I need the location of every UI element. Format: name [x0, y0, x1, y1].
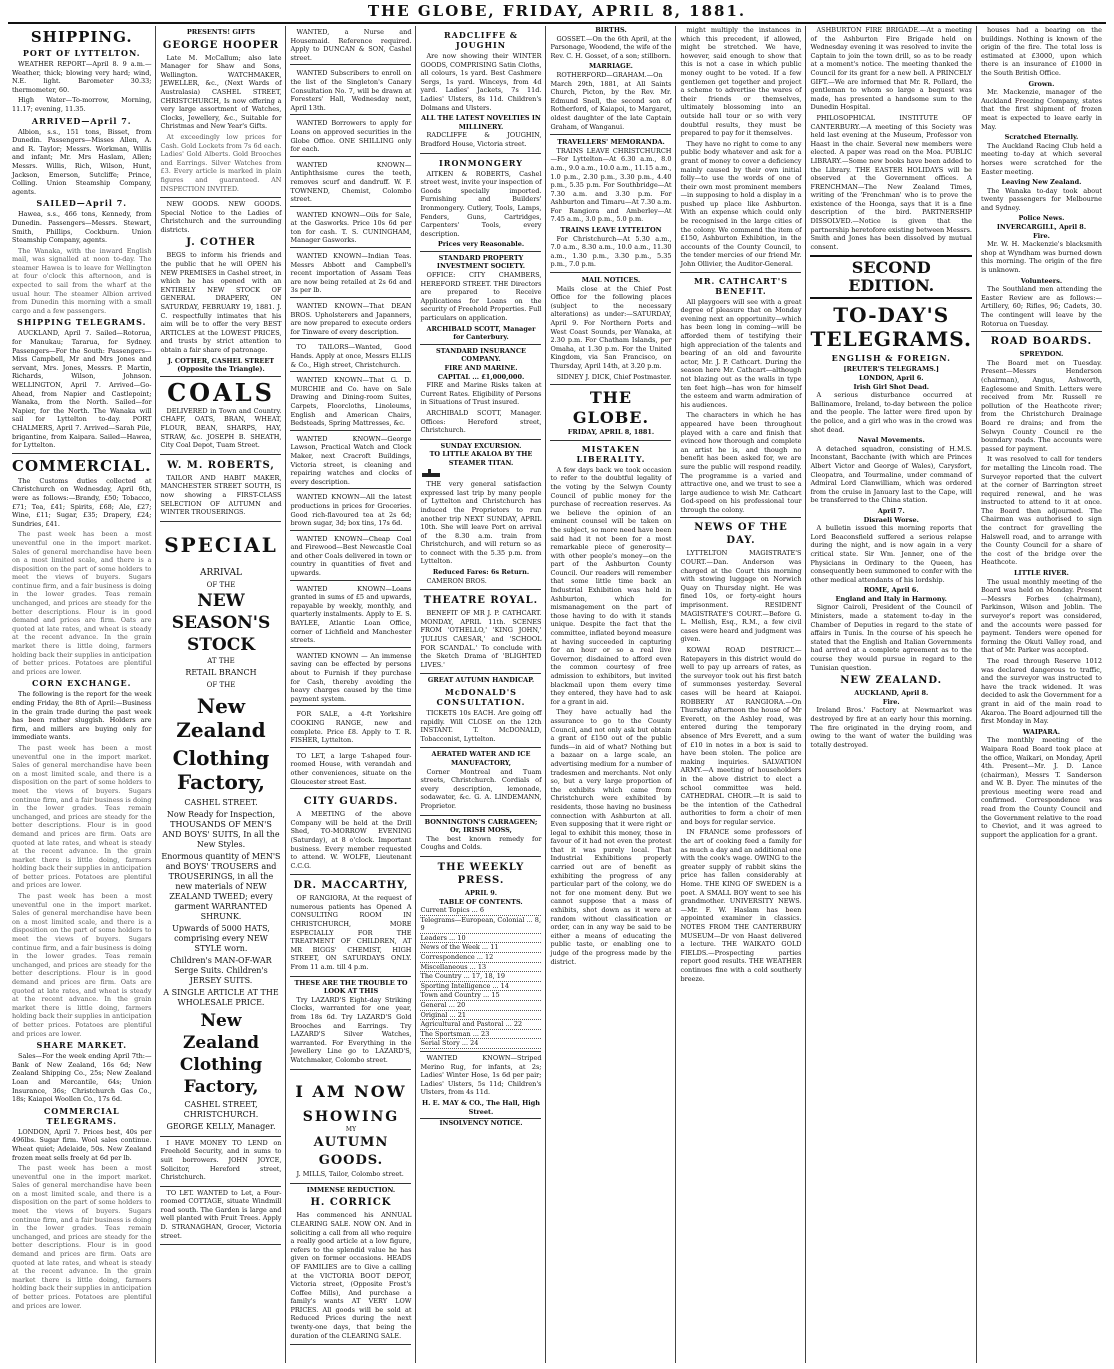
- news-fill-2: IN FRANCE some professors of the art of cooking feed a family for as much a day and an additional one with the cook's wage. OWING to the greater supply of rabbit skins the price has fallen considerably at Home. THE KING OF SWEDEN is a poet. A SMALL BOY went to see his grandmother. UNIVERSITY NEWS.—Mr. F. W. Haslam has been appointed examiner in classics. NOTES FROM THE CANTERBURY MUSEUM—Dr von Haast delivered a lecture. THE WAIKATO GOLD FIELDS.—Prospecting parties report good results. THE WEATHER continues fine with a cold southerly breeze.: [680, 828, 802, 983]
- corrick-text: Has commenced his ANNUAL CLEARING SALE. NOW ON. And in soliciting a call from all who require a really good article at a low figure, refers to the splendid value he has given on former occasions. HEADS OF FAMILIES are to Give a calling at the VICTORIA BOOT DEPOT, Victoria street, (Opposite Frost's Coffee Mills), And purchase a family's wants AT VERY LOW PRICES. All goods will be sold at Reduced Prices during the next twenty-one days, that being the duration of the CLEARING SALE.: [290, 1211, 412, 1340]
- auckland-date: AUCKLAND, April 8.: [854, 689, 929, 698]
- news-top-fill: PHILOSOPHICAL INSTITUTE OF CANTERBURY.—A meeting of this Society was held last evening at the Museum, Professor von Haast in the chair. Several new members were elected. A paper was read on the Moa. PUBLIC LIBRARY.—Some new books have been added to the Library. THE EASTER HOLIDAYS will be observed at the Government offices. A FRENCHMAN—The New Zealand Times, writing of the 'Frenchman' who is to prove the existence of the Hoonga, says that it is a fine description of the bird. PARTNERSHIP DISSOLVED.—Notice is given that the partnership heretofore existing between Messrs. Smith and Jones has been dissolved by mutual consent.: [810, 113, 972, 251]
- excursion-heading: SUNDAY EXCURSION.: [440, 441, 522, 450]
- maccarthy-heading: DR. MACCARTHY,: [293, 880, 409, 892]
- commercial-telegrams-heading: COMMERCIAL TELEGRAMS.: [43, 1105, 120, 1126]
- handicap-heading: GREAT AUTUMN HANDICAP.: [427, 676, 535, 685]
- hooper-name: GEORGE HOOPER: [162, 39, 280, 51]
- sailed-text: Hawea, s.s., 466 tons, Kennedy, from Dunedin. Passengers—Messrs. Stewart, Smith, Phillips, Cockburn. Union Steamship Company, agents.: [12, 210, 152, 245]
- my-label: MY: [345, 1125, 357, 1133]
- commercial-fill: The past week has been a most uneventful one in the import market. Sales of general merchandise have been on a most limited scale, and there is a disposition on the part of some holders to meet the views of buyers. Sugars continue firm, and a fair business is doing in the lower grades. Teas remain unchanged, and prices are steady for the better descriptions. Flour is in good demand and prices are firm. Oats are quoted at late rates, and wheat is steady at the recent advance. In the grain market there is little doing, farmers holding back their supplies in anticipation of better prices. Potatoes are plentiful and prices are lower.: [12, 530, 152, 676]
- column-5: [546, 26, 676, 1363]
- cathcart-heading: MR. CATHCART'S BENEFIT.: [693, 275, 788, 296]
- hats-text: Upwards of 5000 HATS, comprising every NEW STYLE worn.: [172, 923, 270, 953]
- lazard-text: Try LAZARD'S Eight-day Striking Clocks, warranted for one year, from 18s 6d. Try LAZARD'S Gold Brooches and Earrings. Try LAZARD'S Silver Watches, warranted. For Everything in the Jewellery Line go to LAZARD'S, Watchmaker, Colombo street.: [290, 995, 412, 1064]
- tolet-text: TO LET. WANTED to Let, a Four-roomed COTTAGE, situate Windmill road south. The Garden is large and well planted with Fruit Trees. Apply D. STRANAGHAN, Grocer, Victoria street.: [160, 1188, 282, 1240]
- mills-signature: J. MILLS, Tailor, Colombo street.: [296, 1170, 404, 1179]
- wanted-advert: WANTED KNOWN—Antiphthsisme cures the teeth, removes scurf and dandruff. W. F. TOWNEND, Chemist, Colombo street.: [290, 159, 411, 207]
- commercial-heading: COMMERCIAL.: [12, 456, 152, 475]
- of-the-label: OF THE: [206, 580, 236, 589]
- column-7: [806, 26, 976, 1363]
- may-signature: H. E. MAY & CO., The Hall, High Street.: [421, 1098, 540, 1116]
- money-text: I HAVE MONEY TO LEND on Freehold Security, and in sums to suit borrowers. JOHN JOYCE, Solicitor, Hereford street, Christchurch.: [160, 1138, 282, 1182]
- italy-text: Signor Cairoli, President of the Council of Ministers, made a statement to-day in the Chamber of Deputies in regard to the state of affairs in Tunis. In the course of his speech he stated that the English and Italian Governments had arrived at a complete agreement as to the course they would pursue in regard to the Tunisian question.: [810, 603, 972, 672]
- naval-heading: Naval Movements.: [857, 436, 925, 445]
- wholesale-price-text: A SINGLE ARTICLE AT THE WHOLESALE PRICE.: [163, 987, 279, 1007]
- fire-continued: houses had a bearing on the buildings. Nothing is known of the origin of the fire. The total loss is estimated at £3000, upon which there is an insurance of £1000 in the South British Office.: [980, 26, 1102, 77]
- mail-heading: MAIL NOTICES.: [581, 276, 641, 285]
- wanted-advert: WANTED KNOWN—Loans granted in sums of £5 and upwards, repayable by weekly, monthly, and quarterly instalments. Apply to E. S. BAYLEE, Atlantic Loan Office, corner of Lichfield and Manchester streets.: [290, 583, 411, 648]
- column-3: [286, 26, 416, 1363]
- wanted-advert: WANTED KNOWN—All the latest productions in prices for Groceries. Good rich-flavoured tea at 2s 6d; brown sugar, 3d; box tins, 17s 6d.: [290, 491, 411, 530]
- city-guards-advert: [290, 791, 411, 875]
- nz-heading: NEW ZEALAND.: [840, 675, 943, 687]
- presents-heading: PRESENTS! GIFTS: [186, 28, 256, 36]
- ironmongery-heading: IRONMONGERY: [439, 157, 523, 168]
- property-text: OFFICE: CITY CHAMBERS, HEREFORD STREET. THE Directors are prepared to Receive Applications for Loans on the security of Freehold Properties. Full particulars on application.: [420, 271, 542, 323]
- roberts-text: TAILOR AND HABIT MAKER, MANCHESTER STREET SOUTH, IS now showing a FIRST-CLASS SELECTION OF AUTUMN and WINTER TROUSERINGS.: [160, 473, 282, 517]
- contents-item: Original ... 21: [420, 1011, 541, 1021]
- tolet-advert: [160, 1187, 281, 1246]
- coals-advert: [160, 377, 281, 455]
- column-2: [156, 26, 286, 1363]
- high-water: High Water—To-morrow, Morning, 11.17; evening, 11.35.: [12, 96, 152, 113]
- contents-item: Telegrams—European, Colonial ... 8, 9: [420, 915, 542, 933]
- volunteers-heading: Volunteers.: [1020, 276, 1063, 285]
- shipping-heading: SHIPPING.: [30, 28, 133, 46]
- commercial-telegrams-text: LONDON, April 7. Prices best, 40s per 496lbs. Sugar firm. Wool sales continue. Wheat quiet; Adelaide, 50s. New Zealand frozen meat sells freely at 6d per lb.: [12, 1127, 152, 1162]
- theatre-heading: THEATRE ROYAL.: [423, 595, 539, 607]
- roberts-advert: [160, 455, 281, 522]
- roberts-heading: W. M. ROBERTS,: [167, 459, 275, 471]
- mills-advert: [290, 1070, 411, 1184]
- property-society-advert: [420, 252, 541, 345]
- coals-heading: COALS: [167, 377, 275, 407]
- insurance-signature: ARCHIBALD SCOTT, Manager. Offices: Hereford street, Christchurch.: [420, 408, 542, 435]
- wanted-advert: WANTED, a Nurse and Housemaid. Reference required. Apply to DUNCAN & SON, Cashel street.: [290, 26, 411, 65]
- excursion-subheading: TO LITTLE AKALOA BY THE STEAMER TITAN.: [429, 450, 533, 467]
- share-market-heading: SHARE MARKET.: [36, 1040, 128, 1051]
- contents-item: General ... 20: [420, 1001, 541, 1011]
- cother-advert: [160, 198, 281, 377]
- commercial-fill-3: The past week has been a most uneventful one in the import market. Sales of general merchandise have been on a most limited scale, and there is a disposition on the part of some holders to meet the views of buyers. Sugars continue firm, and a fair business is doing in the lower grades. Teas remain unchanged, and prices are steady for the better descriptions. Flour is in good demand and prices are firm. Oats are quoted at late rates, and wheat is steady at the recent advance. In the grain market there is little doing, farmers holding back their supplies in anticipation of better prices. Potatoes are plentiful and prices are lower.: [12, 892, 152, 1038]
- contents-item: News of the Week ... 11: [420, 943, 541, 953]
- special-heading: SPECIAL: [164, 532, 278, 557]
- births-heading: BIRTHS.: [595, 26, 627, 34]
- marriage-heading: MARRIAGE.: [589, 62, 633, 71]
- disraeli-heading: Disraeli Worse.: [863, 515, 919, 524]
- hooper-fill: At exceedingly low prices for Cash. Gold Lockets from 7s 6d each. Ladies' Gold Alberts. Gold Brooches and Earrings. Silver Watches from £3. Every article is marked in plain figures and guaranteed. AN INSPECTION INVITED.: [160, 132, 282, 193]
- commercial-fill-2: The past week has been a most uneventful one in the import market. Sales of general merchandise have been on a most limited scale, and there is a disposition on the part of some holders to meet the views of buyers. Sugars continue firm, and a fair business is doing in the lower grades. Teas remain unchanged, and prices are steady for the better descriptions. Flour is in good demand and prices are firm. Oats are quoted at late rates, and wheat is steady at the recent advance. In the grain market there is little doing, farmers holding back their supplies in anticipation of better prices. Potatoes are plentiful and prices are lower.: [12, 743, 152, 890]
- insurance-heading: STANDARD INSURANCE COMPANY.: [435, 346, 526, 364]
- contents-item: Leaders ... 10: [420, 934, 541, 944]
- radcliffe-heading: RADCLIFFE & JOUGHIN: [443, 30, 518, 50]
- reuter-label: [REUTER'S TELEGRAMS.]: [843, 365, 939, 374]
- steamer-icon: [420, 468, 442, 481]
- insurance-text: FIRE and Marine Risks taken at Current Rates. Eligibility of Persons in Situations of Trust insured.: [420, 381, 542, 407]
- bonnington-heading: BONNINGTON'S CARRAGEEN; Or, IRISH MOSS,: [424, 817, 538, 835]
- corn-exchange-text: The following is the report for the week ending Friday, the 8th of April:—Business in the grain trade during the past week has been rather sluggish. Holders are firm, and millers are buying only for immediate wants.: [12, 690, 152, 742]
- mcdonald-heading: McDONALD'S CONSULTATION.: [436, 687, 526, 707]
- may-advert: [420, 1052, 541, 1119]
- weather-report: WEATHER REPORT—April 8. 9 a.m.—Weather, thick; blowing very hard; wind, N.E. light. Barometer 30.33; thermometer, 60.: [12, 60, 152, 94]
- insolvency-heading: INSOLVENCY NOTICE.: [439, 1119, 523, 1128]
- handicap-advert: [420, 674, 541, 748]
- scratched-heading: Scratched Eternally.: [1004, 133, 1079, 142]
- retail-branch-label: RETAIL BRANCH: [185, 667, 257, 677]
- at-the-label: AT THE: [207, 656, 235, 665]
- leader-continued: might multiply the instances in which this precedent, if allowed, might be stretched. We have, however, said enough to show that this is not a case in which public money ought to be voted. If a few gentlemen get together and project a scheme to advertise the wares of their friends or themselves, ultimately blossoming into an outside hall tour or so with very doubtful results, they must be prepared to pay for it themselves.: [680, 26, 802, 138]
- aerated-text: Corner Montreal and Tuam streets, Christchurch. Cordials of every description, lemonade, sodawater, &c. G. A. LINDEMANN, Proprietor.: [420, 767, 542, 810]
- lazard-heading: THESE ARE THE TROUBLE TO LOOK AT THIS: [294, 978, 408, 996]
- column-1: [8, 26, 156, 1363]
- corn-exchange-heading: CORN EXCHANGE.: [32, 678, 132, 689]
- excursion-advert: [420, 440, 541, 591]
- wanted-advert: WANTED Borrowers to apply for Loans on approved securities in the Globe Office. ONE SHILLING only for each.: [290, 117, 411, 156]
- news-heading: NEWS OF THE DAY.: [694, 522, 788, 547]
- contents-item: Serial Story ... 24: [420, 1039, 541, 1049]
- commercial-fill-4: The past week has been a most uneventful one in the import market. Sales of general merchandise have been on a most limited scale, and there is a disposition on the part of some holders to meet the views of buyers. Sugars continue firm, and a fair business is doing in the lower grades. Teas remain unchanged, and prices are steady for the better descriptions. Flour is in good demand and prices are firm. Oats are quoted at late rates, and wheat is steady at the recent advance. In the grain market there is little doing, farmers holding back their supplies in anticipation of better prices. Potatoes are plentiful and prices are lower.: [12, 1164, 152, 1310]
- divider: [550, 384, 671, 385]
- grown-heading: Grown.: [1028, 79, 1055, 88]
- little-river-heading: LITTLE RIVER.: [1013, 569, 1069, 578]
- contents-item: Sporting Intelligence ... 14: [420, 982, 541, 992]
- leader-continued-fill: They have no right to come to any public body whatever and ask for a grant of money to cover a deficiency mainly caused by their own initial folly—to use the words of one of their own most prominent members—in supposing to hold a display in a pushed up place like Ashburton. With an expense which could only be recognised in the large cities of the colony. We commend the item of £150, Ashburton Exhibition, in the accounts of the County Council, to the tender mercies of our friend Mr. John Ollivier, the Auditor-General.: [680, 139, 802, 269]
- bonnington-text: The best known remedy for Coughs and Colds.: [420, 834, 542, 852]
- bonnington-advert: [420, 816, 541, 857]
- disraeli-text: A bulletin issued this morning reports that Lord Beaconsfield suffered a serious relapse during the night, and is now again in a very critical state. Sir Wm. Jenner, one of the Physicians in Ordinary to the Queen, has consequently been summoned to confer with the other medical attendants of his lordship.: [810, 524, 972, 584]
- contents-item: Town and Country ... 15: [420, 991, 541, 1001]
- weekly-press-advert: [420, 857, 541, 1052]
- cathcart-fill: The characters in which he has appeared have been throughout played with a care and finish that evinced how thorough and complete an artist he is, and though no benefit has been asked for, we are sure the public will respond readily. The programme is a varied and attractive one, and we trust to see a large audience to wish Mr. Cathcart God-speed on his professional tour through the colony.: [680, 411, 802, 514]
- telegrams-heading: TELEGRAMS.: [810, 327, 972, 352]
- contents-heading: TABLE OF CONTENTS.: [439, 897, 523, 906]
- london-date: LONDON, April 6.: [858, 374, 924, 383]
- wanted-advert: WANTED KNOWN—Cheap Coal and Firewood—Best Newcastle Coal and other Coals delivered in town or country in quantities of fivet and upwards.: [290, 533, 411, 581]
- divider: [981, 331, 1102, 332]
- hooper-text: Late M. McCallum; also late Manager for Shaw and Sons, Wellington. WATCHMAKER, JEWELLER, &c., (Next Wards of Australasia) CASHEL STREET, CHRISTCHURCH, Is now offering a very large assortment of Watches, Clocks, Jewellery, &c., Suitable for Christmas and New Year's Gifts.: [160, 53, 282, 131]
- trousers-text: Enormous quantity of MEN'S and BOYS' TROUSERS and TROUSERINGS, in all the new materials of NEW ZEALAND TWEED; every garment WARRANTED SHRUNK.: [161, 851, 281, 921]
- millinery-text: ALL THE LATEST NOVELTIES IN MILLINERY.: [421, 114, 541, 131]
- corrick-advert: [290, 1184, 411, 1346]
- factory-name: New Zealand Clothing Factory,: [179, 1010, 263, 1097]
- italy-heading: England and Italy in Harmony.: [835, 594, 947, 603]
- travellers-heading: TRAVELLERS' MEMORANDA.: [557, 138, 665, 147]
- ironmongery-signature: Prices very Reasonable.: [437, 240, 525, 249]
- divider: [680, 272, 801, 273]
- wanted-advert: WANTED KNOWN—George Lawson, Practical Watch and Clock Maker, next Cracroft Buildings, Victoria street, is cleaning and repairing watches and clocks of every description.: [290, 433, 411, 490]
- sailed-heading: SAILED—April 7.: [36, 198, 128, 209]
- factory-address: CASHEL STREET, CHRISTCHURCH.: [183, 1099, 259, 1119]
- excursion-signature: CAMERON BROS.: [426, 576, 487, 585]
- stock-label: STOCK: [186, 634, 255, 655]
- little-river-text: The usual monthly meeting of the Board was held on Monday. Present—Messrs Forbes (chairman), Parkinson, Wilson and Joblin. The surveyor's report was considered, and the accounts were passed for payment. Tenders were opened for forming the Okuti Valley road, and that of Mr. Parker was accepted.: [980, 577, 1102, 655]
- wanted-advert: WANTED KNOWN—That DEAN BROS. Upholsterers and Japanners, are now prepared to execute orders for Tinware of every description.: [290, 300, 411, 339]
- wanted-advert: WANTED KNOWN — An immense saving can be effected by persons about to Furnish if they purchase for Cash, thereby avoiding the heavy charges caused by the time payment system.: [290, 650, 411, 707]
- weekly-press-heading: THE WEEKLY PRESS.: [437, 861, 525, 886]
- radcliffe-text: Are now showing their WINTER GOODS, COMPRISING Satin Cloths, all colours, 1s yard. Best Cashmere Sergs, 1s yard. Winceys, from 4d yard. Ladies' Jackets, 7s 11d. Ladies' Ulsters, 8s 11d. Children's Dolmans and Ulsters.: [420, 52, 542, 112]
- divider: [680, 517, 801, 518]
- trains-text: For Christchurch—At 5.30 a.m., 7.0 a.m., 8.30 a.m., 10.0 a.m., 11.30 a.m., 1.30 p.m., 3.30 p.m., 5.35 p.m., 7.0 p.m.: [550, 234, 672, 269]
- radcliffe-signature: RADCLIFFE & JOUGHIN, Bradford House, Victoria street.: [420, 131, 542, 148]
- divider: [550, 440, 671, 441]
- contents-item: Miscellaneous ... 13: [420, 963, 541, 973]
- clothing-factory-advert: [160, 522, 281, 1137]
- news-fill: KOWAI ROAD DISTRICT.—Ratepayers in this district would do well to pay up arrears of rates, as the surveyor took out his first batch of summonses yesterday. Several cases will be heard at Kaiapoi. ROBBERY AT RANGIORA.—On Thursday afternoon the house of Mr Everett, on the Ashley road, was entered during the temporary absence of Mrs Everett, and a sum of £10 in notes in a box is said to have been stolen. The police are making inquiries. SALVATION ARMY.—A meeting of householders in the above district to elect a school committee was held. CATHEDRAL CHOIR.—It is said to be the intention of the Cathedral authorities to form a choir of men and boys for regular service.: [680, 646, 802, 826]
- new-goods-notice: NEW GOODS. NEW GOODS. Special Notice to the Ladies of Christchurch and the surrounding districts.: [160, 200, 282, 234]
- shipping-telegrams-heading: SHIPPING TELEGRAMS.: [17, 317, 147, 328]
- children-suits-text: Children's MAN-OF-WAR Serge Suits. Children's JERSEY SUITS.: [170, 955, 272, 985]
- radcliffe-advert: [420, 26, 541, 154]
- second-edition-heading: SECOND EDITION.: [810, 255, 971, 299]
- fire2-heading: Fire.: [1033, 231, 1050, 240]
- masthead: THE GLOBE, FRIDAY, APRIL 8, 1881.: [8, 0, 1106, 24]
- commercial-text: The Customs duties collected at Christchurch on Wednesday, April 6th, were as follows:—Brandy, £50; Tobacco, £71; Tea, £41; Spirits, £68; Ale, £27; Wine, £11; Sugar, £35; Drapery, £24; Sundries, £41.: [12, 476, 152, 528]
- fire-text: Ireland Bros.' Factory at Newmarket was destroyed by fire at an early hour this morning. The fire originated in the drying room, and owing to the want of water the building was totally destroyed.: [810, 706, 972, 749]
- columns: [8, 26, 1106, 1363]
- insurance-subheading: FIRE AND MARINE.: [444, 364, 518, 372]
- irish-heading: Irish Girl Shot Dead.: [853, 382, 930, 391]
- theatre-advert: [420, 590, 541, 674]
- of-the-label-2: OF THE: [206, 680, 236, 689]
- corrick-subheading: IMMENSE REDUCTION.: [306, 1185, 396, 1194]
- clothing-factory-label: Clothing Factory,: [172, 745, 270, 794]
- lazard-advert: [290, 977, 411, 1070]
- insurance-capital: CAPITAL ... £1,000,000.: [437, 372, 525, 381]
- wanted-advert: WANTED KNOWN—Indian Teas. Messrs Abbott and Campbell's recent importation of Assam Teas are now being retailed at 2s 6d and 3s per lb.: [290, 250, 411, 298]
- arrival-label: ARRIVAL: [199, 567, 242, 578]
- cashel-street-label: CASHEL STREET.: [184, 797, 258, 807]
- money-advert: [160, 1137, 281, 1187]
- trains-heading: TRAINS LEAVE LYTTELTON: [560, 226, 662, 235]
- english-foreign-heading: ENGLISH & FOREIGN.: [831, 353, 951, 364]
- wanted-advert: FOR SALE, a 4-ft Yorkshire COOKING RANGE, new and complete. Price £8. Apply to T. R. FISHER, Lyttelton.: [290, 708, 411, 747]
- i-am-now-label: I AM NOW: [295, 1081, 407, 1101]
- excursion-text: THE very general satisfaction expressed last trip by many people of Lyttelton and Christchurch has induced the Proprietors to run another trip NEXT SUNDAY, APRIL 10th. She will leave Port on arrival of the 8.30 a.m. train from Christchurch, and will return so as to connect with the 5.35 p.m. from Lyttelton.: [420, 480, 542, 566]
- aerated-advert: [420, 748, 541, 815]
- naval-text: A detached squadron, consisting of H.M.S. Inconstant, Bacchante (with which are Princes Albert Victor and George of Wales), Carysfort, Cleopatra, and Tourmaline, under command of Admiral Lord Clanwilliam, which was ordered from the cruise in January last to the Cape, will be transferred to the China station.: [810, 444, 972, 505]
- contents-list: [420, 906, 541, 1049]
- mail-text: Mails close at the Chief Post Office for the following places (subject to the necessary alterations) as under:—SATURDAY, April 9. For Northern Ports and West Coast Sounds, per Wanaka, at 2.30 p.m. For Chatham Islands, per Omaha, at 1.30 p.m. For the United Kingdom, via San Francisco, on Thursday, April 14th, at 3.20 p.m.: [550, 284, 672, 370]
- factory-manager: GEORGE KELLY, Manager.: [166, 1121, 276, 1131]
- corrick-name: H. CORRICK: [310, 1197, 392, 1209]
- city-guards-heading: CITY GUARDS.: [303, 796, 399, 808]
- cother-signature: J. COTHER, CASHEL STREET (Opposite the Triangle).: [167, 356, 275, 374]
- column-6: [676, 26, 806, 1363]
- spreydon-heading: SPREYDON.: [1019, 350, 1064, 359]
- port-heading: PORT OF LYTTELTON.: [22, 48, 141, 58]
- leader-text: A few days back we took occasion to refer to the doubtful legality of the voting by the Selwyn County Council of public money for the purchase of recreation reserves. As we believe the opinion of an eminent counsel will be taken on the subject, so more need have been said had it not been for a most remarkable piece of generosity—with other people's money—on the part of the Ashburton County Council. Our readers will remember that some little time back an Industrial Exhibition was held in Ashburton, which for mismanagement on the part of those having to do with it stands unique. Despite the fact that the committee, inflated beyond measure at having succeeded in capturing for an hour or so a real live Governor, disdained to afford even the common courtesy of free admission to exhibitors, but invited blackmail upon them every time they entered, they have had to ask for a grant in aid.: [550, 465, 672, 706]
- contents-item: The Sportsman ... 23: [420, 1030, 541, 1040]
- showing-label: SHOWING: [302, 1108, 400, 1125]
- fire-heading: Fire.: [882, 697, 900, 706]
- leaving-text: The Wanaka to-day took about twenty passengers for Melbourne and Sydney.: [980, 186, 1102, 212]
- travellers-text: TRAINS LEAVE CHRISTCHURCH—For Lyttelton—At 6.30 a.m., 8.0 a.m., 9.0 a.m., 10.0 a.m., 11.15 a.m., 1.0 p.m., 2.30 p.m., 3.30 p.m., 4.40 p.m., 5.35 p.m. For Southbridge—At 7.30 a.m. and 3.30 p.m. For Ashburton and Timaru—At 7.30 a.m. For Rangiora and Amberley—At 7.45 a.m., 3.0 p.m., 5.0 p.m.: [550, 146, 672, 224]
- waipara-text: The monthly meeting of the Waipara Road Board took place at the office, Waikari, on Monday, April 4th. Present—Mr. J. D. Lance (chairman), Messrs T. Sanderson and W. B. Dyer. The minutes of the previous meeting were read and confirmed. Correspondence was read from the County Council and the Government relative to the road to Cheviot, and it was agreed to support the application for a grant.: [980, 736, 1102, 839]
- property-signature: ARCHIBALD SCOTT, Manager for Canterbury.: [426, 324, 536, 342]
- arrived-heading: ARRIVED—April 7.: [31, 115, 132, 126]
- road-boards-heading: ROAD BOARDS.: [990, 336, 1093, 348]
- cathcart-text: All playgoers will see with a great degree of pleasure that on Monday evening next an opportunity—which has been long in coming—will be afforded them of testifying their high appreciation of the talents and bearing of an old and favourite actor, Mr. J. P. Cathcart. During the season here Mr. Cathcart—although not blazing out as the walls in type ten feet high—has won for himself the esteem and warm admiration of his audiences.: [680, 297, 802, 409]
- wanted-advert: WANTED KNOWN—Oils for Sale, at the Gasworks. Price 10s 6d per ton for cash. T. S. CUNINGHAM, Manager Gasworks.: [290, 209, 411, 248]
- april7-date: April 7.: [877, 506, 905, 515]
- contents-item: Correspondence ... 12: [420, 953, 541, 963]
- city-guards-text: A MEETING of the above Company will be held at the Drill Shed, TO-MORROW EVENING (Saturday), at 8 o'clock. Important business. Every member requested to attend. W. WOLFE, Lieutenant C.C.G.: [290, 810, 412, 870]
- contents-item: The Country ... 17, 18, 19: [420, 972, 541, 982]
- rome-date: ROME, April 6.: [863, 586, 919, 595]
- new-zealand-label: New Zealand: [176, 693, 266, 742]
- wanted-advert: WANTED Subscribers to enroll on the list of the Singleton's Canary Consultation No. 7, will be drawn at Foresters' Hall, Wednesday next, April 13th.: [290, 67, 411, 115]
- contents-item: Agricultural and Pastoral ... 22: [420, 1020, 541, 1030]
- arrived-text: Albion, s.s., 151 tons, Bisset, from Dunedin. Passengers—Misses Allen, A. and R. Taylor; Messrs. Workman, Willis and infant; Mr. Mrs Haslam, Allen; Messrs. Willis, Rich, Wilson, Hunt, Jackson, Emerson, Sutcliffe; Prince, Colling. Union Steamship Company, agents.: [12, 127, 152, 196]
- property-heading: STANDARD PROPERTY INVESTMENT SOCIETY.: [436, 253, 526, 271]
- leader-heading: MISTAKEN LIBERALITY.: [576, 443, 646, 464]
- maccarthy-advert: [290, 875, 411, 976]
- cother-name: J. COTHER: [186, 237, 256, 249]
- spreydon-text: The Board met on Tuesday. Present—Messrs Henderson (chairman), Angus, Ashworth, Eaglesome and Smith. Letters were received from Mr. Russell re pollution of the Heathcote river; from the Christchurch Drainage Board re drains; and from the Selwyn County Council re the boundary roads. The accounts were passed for payment.: [980, 358, 1102, 453]
- mcdonald-text: TICKETS 10s EACH. Are going off rapidly. Will CLOSE on the 12th INSTANT. T. McDONALD, Tobacconist, Lyttelton.: [420, 709, 542, 743]
- shipping-fill: The Wanaka, with the inward English mail, was signalled at noon to-day. The steamer Hawea is to leave for Wellington at four o'clock this afternoon, and is expected to sail from the wharf at the usual hour. The steamer Albion arrived from Dunedin this morning with a small cargo and a few passengers.: [12, 246, 152, 315]
- marriage-text: ROTHERFORD—GRAHAM.—On March 29th, 1881, at All Saints Church, Picton, by the Rev. Mr. Edmund Snell, the second son of Rotherford, of Kaiapoi, to Margaret, oldest daughter of the late Captain Graham, of Wanganui.: [550, 70, 672, 131]
- may-text: WANTED KNOWN—Striped Merino Rug, for infants, at 2s; Ladies' Winter Hose, 1s 6d per pair; Ladies' Ulsters, 5s 11d; Children's Ulsters, from 4s 11d.: [420, 1054, 542, 1097]
- divider: [550, 134, 671, 135]
- volunteers-text: The Southland men attending the Easter Review are as follows:—Artillery, 60; Rifles, 96; Cadets, 30. The contingent will leave by the Rotorua on Tuesday.: [980, 285, 1102, 328]
- news-text: LYTTELTON MAGISTRATE'S COURT.—Dan. Anderson was charged at the Court this morning with stowing luggage on Norwich Quay on Thursday night. He was fined 10s, or forty-eight hours imprisonment. RESIDENT MAGISTRATE'S COURT.—Before G. L. Mellish, Esq., R.M., a few civil cases were heard and judgment was given.: [680, 549, 802, 644]
- wanted-advert: TO LET, a large T-shaped four-roomed House, with verandah and other conveniences, situate on the Gloucester street East.: [290, 750, 411, 789]
- weekly-press-date: APRIL 9.: [464, 888, 497, 897]
- irish-text: A serious disturbance occurred at Ballinamore, Ireland, to-day between the police and the people. The latter were fired upon by the police, and a girl who was in the crowd was shot dead.: [810, 391, 972, 434]
- mail-signature: SIDNEY J. DICK, Chief Postmaster.: [556, 372, 672, 381]
- news-top-text: ASHBURTON FIRE BRIGADE.—At a meeting of the Ashburton Fire Brigade held on Wednesday evening it was resolved to invite the Captain to join the town drill, so as to be ready at a moment's notice. The meeting thanked the Council for its grant for a new bell. A PRINCELY GIFT.—We are informed that Mr. R. Pollard, the gentleman to whom so large a bequest was made, has presented a handsome sum to the Dunedin Hospital.: [810, 26, 972, 112]
- globe-date: FRIDAY, APRIL 8, 1881.: [567, 428, 655, 437]
- autumn-goods-label: AUTUMN GOODS.: [313, 1135, 389, 1169]
- maccarthy-text: OF RANGIORA, At the request of numerous patients has Opened A CONSULTING ROOM IN CHRISTCHURCH, MORE ESPECIALLY FOR THE TREATMENT OF CHILDREN, AT MR BIGGS' CHEMIST, HIGH STREET, ON SATURDAYS ONLY. From 11 a.m. till 4 p.m.: [290, 894, 412, 972]
- spreydon-fill: It was resolved to call for tenders for metalling the Lincoln road. The Surveyor reported that the culvert at the corner of Barrington street required renewal, and he was instructed to attend to it at once. The Board then adjourned. The Chairman was authorised to sign the contract for gravelling the Halswell road, and to arrange with the County Council for a share of the cost of the bridge over the Heathcote.: [980, 455, 1102, 567]
- fire2-text: Mr. W. H. Mackenzie's blacksmith shop at Wyndham was burned down this morning. The origin of the fire is unknown.: [980, 240, 1102, 275]
- ironmongery-advert: [420, 154, 541, 252]
- leader-fill: They have actually had the assurance to go to the County Council, and not only ask but obtain a grant of £150 out of the public funds—in aid of what? Nothing but a bazaar on a large scale, an advertising medium for a number of tradesmen and merchants. Not only so, but a very large proportion of the exhibits which came from Christchurch were exhibited by residents, those having no business connection with Ashburton at all. Even supposing that it were right or legal to exhibit this money, those in favour of it had not even the protest that it was purely local. That Industrial Exhibitions properly carried out are of benefit as exhibiting the progress of any particular part of the colony, we do not for one moment deny. But we cannot suppose that a mass of exhibits, shot down as it were at random without classification or order, can in any way be said to be either a means of educating the public taste, or enabling one to judge of the progress made by the district.: [550, 708, 672, 966]
- todays-heading: TO-DAY'S: [833, 303, 950, 328]
- shipping-telegrams-text: AUCKLAND, April 7. Sailed—Rotorua, for Manukau; Tararua, for Sydney. Passengers—For the South: Passengers—Miss Campbell, Mr and Mrs Jones and servant, Mrs. Jones, Messrs. P. Martin, Richards, Wilson, Johnson. WELLINGTON, April 7. Arrived—Go-Ahead, from Napier and Castlepoint; Wanaka, from the North. Sailed—for Napier, for the North. The Wanaka will sail for Lyttelton to-day. PORT CHALMERS, April 7. Arrived—Sarah Pile, brigantine, from Kaipara. Sailed—Hawea, for Lyttelton.: [12, 329, 152, 450]
- theatre-text: BENEFIT OF MR J. P. CATHCART. MONDAY, APRIL 11th. SCENES FROM 'OTHELLO,' 'KING JOHN,' 'JULIUS CAESAR,' and 'SCHOOL FOR SCANDAL.' To conclude with the Sketch Drama of 'BLIGHTED LIVES.': [420, 609, 542, 669]
- divider: [550, 272, 671, 273]
- new-seasons-label: NEW SEASON'S: [171, 590, 271, 633]
- insurance-advert: [420, 345, 541, 440]
- contents-item: Current Topics ... 6: [420, 906, 541, 916]
- wanted-advert: WANTED KNOWN—That G. D. MURCHIE and Co. have on Sale Drawing and Dining-room Suites, Carpets, Floorcloths, Linoleums, English and American Chairs, Bedsteads, Spring Mattresses, &c.: [290, 374, 411, 431]
- births-text: GOSSET.—On the 6th April, at the Parsonage, Woodend, the wife of the Rev. C. H. Gosset, of a son; stillborn.: [550, 34, 672, 60]
- column-8: [977, 26, 1106, 1363]
- cother-text: BEGS to inform his friends and the public that he will OPEN his NEW PREMISES in Cashel street, in which he has opened with an ENTIRELY NEW STOCK OF GENERAL DRAPERY, ON SATURDAY, FEBRUARY 19, 1881. J. C. respectfully intimates that his aim will be to offer the very BEST ARTICLES at the LOWEST PRICES, and trusts by strict attention to obtain a fair share of patronage.: [160, 251, 282, 354]
- aerated-heading: AERATED WATER AND ICE MANUFACTORY,: [431, 750, 531, 767]
- column-4: [416, 26, 546, 1363]
- police-heading: Police News.: [1018, 214, 1065, 223]
- invercargill-date: INVERCARGILL, April 8.: [996, 223, 1087, 232]
- divider: [12, 453, 151, 454]
- globe-title: THE GLOBE.: [572, 388, 650, 428]
- waipara-heading: WAIPARA.: [1022, 727, 1061, 736]
- scratched-text: The Auckland Racing Club held a meeting to-day at which several horses were scratched for the Easter meeting.: [980, 141, 1102, 176]
- grown-text: Mr. Mackenzie, manager of the Auckland Freezing Company, states that the first shipment of frozen meat is expected to leave early in May.: [980, 88, 1102, 131]
- ironmongery-text: AITKEN & ROBERTS, Cashel street west, invite your inspection of Goods specially imported. Furnishing and Builders' Ironmongery. Cutlery, Tools, Lamps, Fenders, Guns, Cartridges, Carpenters' Tools, every description.: [420, 169, 542, 238]
- coals-text: DELIVERED in Town and Country. CHAFF, OATS, BRAN, WHEAT, FLOUR, BEAN, SHARPS, HAY, STRAW, &c. JOSEPH B. SHEATH, City Coal Depot, Tuam Street.: [160, 406, 282, 450]
- wanted-advert: TO TAILORS—Wanted, Good Hands. Apply at once, Messrs ELLIS & Co., High street, Christchurch.: [290, 341, 411, 372]
- share-market-text: Sales—For the week ending April 7th:—Bank of New Zealand, 16s 6d; New Zealand Shipping Co., 25s; New Zealand Loan and Mercantile, 64s; Union Insurance, 36s; Christchurch Gas Co., 18s; Kaiapoi Woollen Co., 17s 6d.: [12, 1052, 152, 1104]
- little-river-fill: The road through Reserve 1012 was declared dangerous to traffic, and the surveyor was instructed to have the track widened. It was decided to ask the Government for a grant in aid of the main road to Akaroa. The Board adjourned till the first Monday in May.: [980, 656, 1102, 726]
- ready-inspection-text: Now Ready for Inspection, THOUSANDS OF MEN'S AND BOYS' SUITS, In all the New Styles.: [162, 809, 280, 849]
- excursion-fares: Reduced Fares: 6s Return.: [432, 568, 530, 577]
- leaving-heading: Leaving New Zealand.: [1001, 178, 1082, 187]
- hooper-advert: [160, 26, 281, 198]
- wanted-list: [290, 26, 411, 789]
